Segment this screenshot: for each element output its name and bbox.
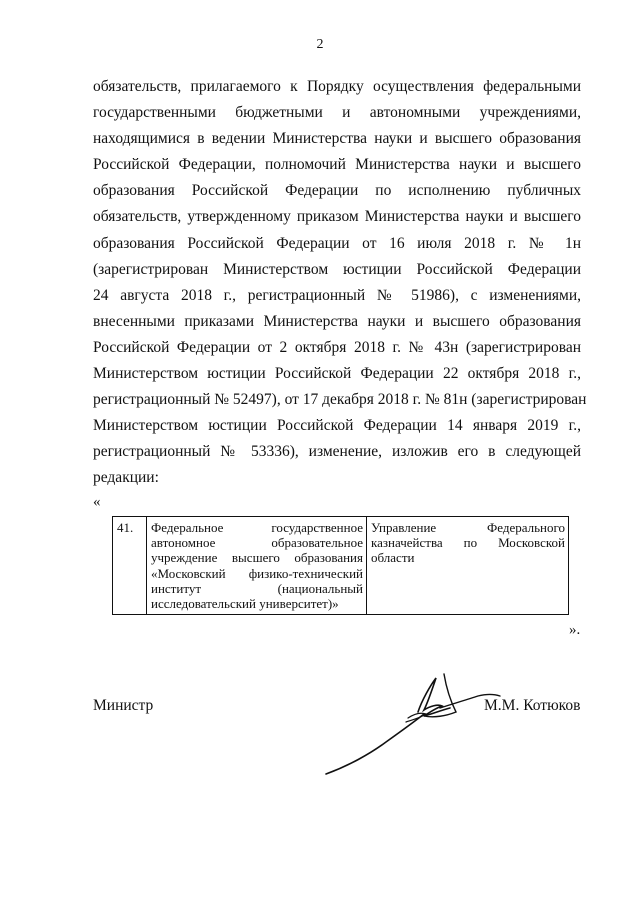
body-line: обязательств, утвержденному приказом Министерства науки и высшего [93,208,581,226]
agency-line: казначейства по Московской [371,535,565,551]
body-line: регистрационный № 52497), от 17 декабря 2018 г. № 81н (зарегистрирован [93,391,587,409]
body-line: внесенными приказами Министерства науки и высшего образования [93,312,581,330]
row-number: 41. [113,517,147,615]
body-line: образования Российской Федерации от 16 июля 2018 г. № 1н [93,234,581,252]
body-line: обязательств, прилагаемого к Порядку осуществления федеральными [93,78,581,95]
signatory-name: М.М. Котюков [484,697,581,714]
body-line: редакции: [93,469,159,487]
body-line: Министерством юстиции Российской Федерации 14 января 2019 г., [93,417,581,435]
organization-line: автономное образовательное [151,535,363,551]
organization-line: институт (национальный [151,580,363,596]
body-line: находящимися в ведении Министерства науки и высшего образования [93,130,581,148]
agency-cell [367,517,569,615]
body-line: 24 августа 2018 г., регистрационный № 51986), с изменениями, [93,286,581,304]
amendment-table [112,516,569,615]
organization-line: «Московский физико-технический [151,565,363,581]
body-paragraph [93,74,587,492]
organization-line: исследовательский университет)» [151,596,339,612]
handwritten-signature [300,660,520,790]
body-line: государственными бюджетными и автономными учреждениями, [93,104,581,122]
body-line: Министерством юстиции Российской Федерации 22 октября 2018 г., [93,365,581,383]
closing-quote: ». [569,622,581,638]
table-row [113,517,569,615]
opening-quote: « [93,494,101,510]
agency-line: области [371,550,415,566]
body-line: регистрационный № 53336), изменение, изложив его в следующей [93,443,581,461]
agency-line: Управление Федерального [371,520,565,535]
signatory-title: Министр [93,697,154,714]
body-line: Российской Федерации, полномочий Министерства науки и высшего [93,156,581,174]
body-line: (зарегистрирован Министерством юстиции Российской Федерации [93,260,581,278]
page-number: 2 [316,37,324,52]
body-line: Российской Федерации от 2 октября 2018 г. № 43н (зарегистрирован [93,338,581,356]
organization-line: учреждение высшего образования [151,550,363,566]
organization-line: Федеральное государственное [151,520,363,535]
body-line: образования Российской Федерации по исполнению публичных [93,182,581,200]
organization-cell [147,517,367,615]
